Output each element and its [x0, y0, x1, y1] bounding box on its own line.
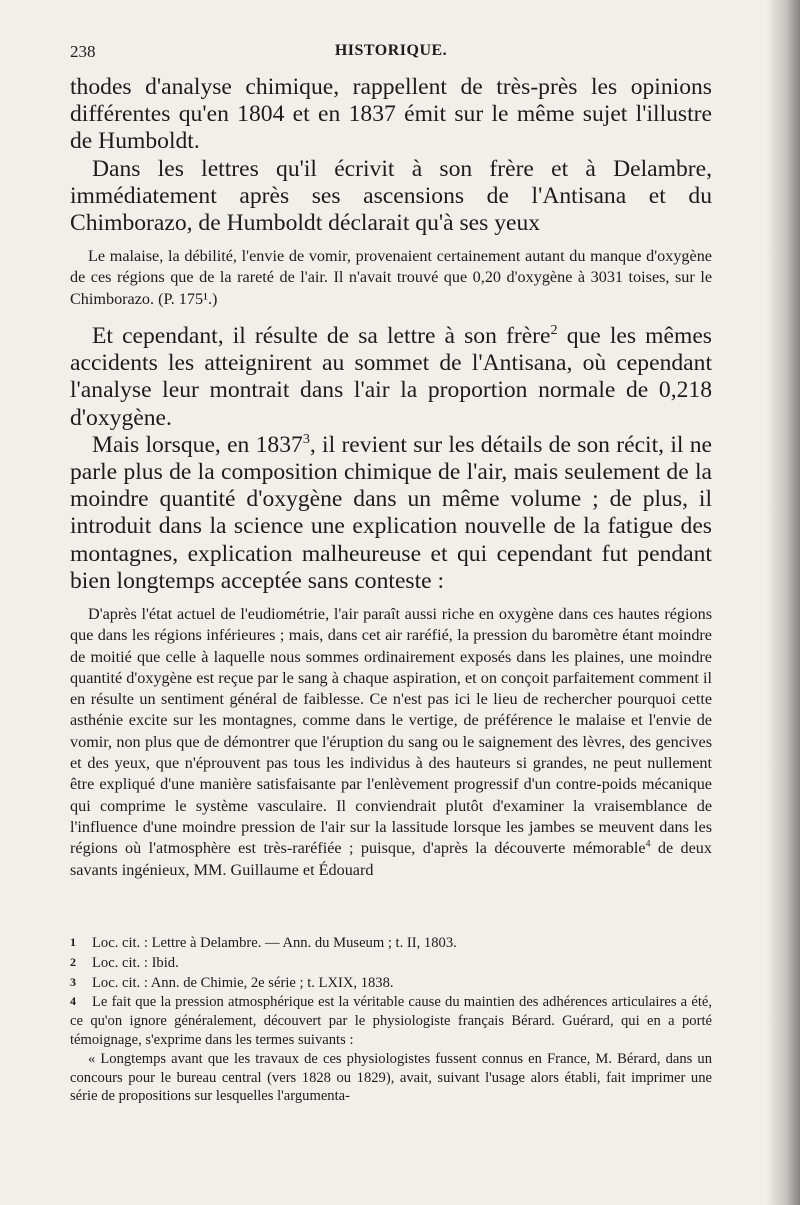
page-gutter-shadow: [766, 0, 800, 1205]
footnote-2-mark: 2: [70, 954, 76, 969]
footnote-1-text: Loc. cit. : Lettre à Delambre. — Ann. du Museum ; t. II, 1803.: [92, 935, 457, 951]
quote-2-text-a: D'après l'état actuel de l'eudiométrie, l'air paraît aussi riche en oxygène dans ces hautes régions que dans les régions inférieures ; mais, dans cet air raréfié, la pression du baromètre étant moindre de moitié que celle à laquelle nous sommes ordinairement exposés dans les plaines, une moindre quantité d'oxygène est reçue par le sang à chaque aspiration, et on conçoit parfaitement comment il en résulte un sentiment général de faiblesse. Ce n'est pas ici le lieu de rechercher pourquoi cette asthénie excite sur les montagnes, comme dans le vertige, de préférence le malaise et l'envie de vomir, non plus que de démontrer que l'éruption du sang ou le saignement des lèvres, des gencives et des yeux, que n'éprouvent pas tous les individus à des hauteurs si grandes, ne peut nullement être expliqué d'une manière satisfaisante par l'enlèvement progressif d'un contre-poids mécanique qui comprime le système vasculaire. Il conviendrait plutôt d'examiner la vraisemblance de l'influence d'une moindre pression de l'air sur la lassitude lorsque les jambes se meuvent dans les régions où l'atmosphère est très-raréfiée ; puisque, d'après la découverte mémorable: [70, 605, 712, 858]
running-head: HISTORIQUE.: [334, 42, 448, 59]
main-text-2: [70, 323, 712, 595]
quote-humboldt-1804: [70, 246, 712, 310]
page-number: 238: [70, 42, 96, 61]
paragraph-4-text-a: Mais lorsque, en 1837: [92, 431, 303, 458]
footnote-4-text: Le fait que la pression atmosphérique est la véritable cause du maintien des adhérences articulaires a été, ce qu'on ignore généralement, découvert par le physiologiste français Bérard. Guérard, qui en a porté témoignage, s'exprime dans les termes suivants :: [70, 994, 712, 1048]
footnotes: [70, 933, 712, 1106]
page-header: [70, 42, 712, 66]
quote-1: Le malaise, la débilité, l'envie de vomir, provenaient certainement autant du manque d'oxygène de ces régions que de la rareté de l'air. Il n'avait trouvé que 0,20 d'oxygène à 3031 toises, sur le Chimborazo. (P. 175¹.): [70, 247, 712, 308]
footnote-3-text: Loc. cit. : Ann. de Chimie, 2e série ; t. LXIX, 1838.: [92, 974, 394, 991]
footnote-ref-4: 4: [645, 838, 651, 850]
paragraph-3-text-a: Et cependant, il résulte de sa lettre à son frère: [92, 323, 551, 349]
footnote-1: [70, 933, 712, 953]
footnote-3: [70, 973, 712, 993]
quote-humboldt-1837: [70, 604, 712, 881]
footnote-2: [70, 953, 712, 973]
footnote-4-quote: « Longtemps avant que les travaux de ces physiologistes fussent connus en France, M. Bérard, dans un concours pour le bureau central (vers 1828 ou 1829), avait, suivant l'usage alors établi, fait imprimer une série de propositions sur lesquelles l'argumenta-: [70, 1050, 712, 1105]
quote-2-text-b: de deux savants ingénieux, MM. Guillaume et Édouard: [70, 839, 712, 879]
main-text: [70, 74, 712, 237]
paragraph-2: Dans les lettres qu'il écrivit à son frère et à Delambre, immédiatement après ses ascensions de l'Antisana et du Chimborazo, de Humboldt déclarait qu'à ses yeux: [70, 155, 712, 237]
paragraph-3-text-b: que les mêmes accidents les atteignirent au sommet de l'Antisana, où cependant l'analyse leur montrait dans l'air la proportion normale de 0,218 d'oxygène.: [70, 323, 712, 431]
footnote-1-mark: 1: [70, 935, 76, 949]
paragraph-3: [70, 323, 712, 432]
footnote-4: [70, 992, 712, 1049]
quote-2: [70, 604, 712, 881]
footnote-4-mark: 4: [70, 994, 76, 1009]
footnote-3-mark: 3: [70, 974, 76, 989]
footnote-2-text: Loc. cit. : Ibid.: [92, 954, 179, 971]
footnote-ref-3: 3: [302, 430, 310, 447]
footnote-ref-2: 2: [550, 322, 558, 339]
paragraph-4-text-b: , il revient sur les détails de son récit, il ne parle plus de la composition chimique de l'air, mais seulement de la moindre quantité d'oxygène dans un même volume ; de plus, il introduit dans la science une explication nouvelle de la fatigue des montagnes, explication malheureuse et qui cependant fut pendant bien longtemps acceptée sans conteste :: [70, 431, 712, 594]
paragraph-1: thodes d'analyse chimique, rappellent de très-près les opinions différentes qu'en 1804 et en 1837 émit sur le même sujet l'illustre de Humboldt.: [70, 74, 712, 155]
paragraph-4: [70, 432, 712, 595]
